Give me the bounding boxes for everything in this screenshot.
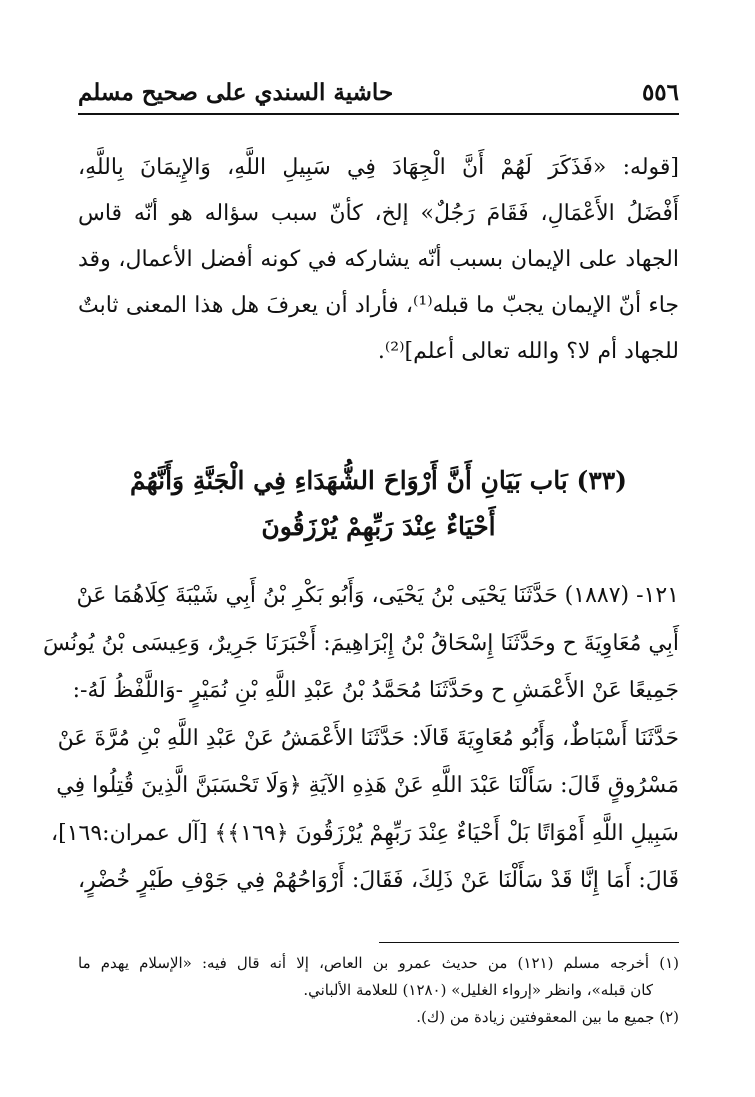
hadith-line: مَسْرُوقٍ قَالَ: سَأَلْنَا عَبْدَ اللَّهِ عَنْ هَذِهِ الآيَةِ ﴿وَلَا تَحْسَبَنَّ الَّذِينَ قُتِلُوا فِي [56,773,679,798]
commentary-paragraph [78,145,679,375]
hadith-line: حَدَّثَنَا أَسْبَاطٌ، وَأَبُو مُعَاوِيَةَ قَالَا: حَدَّثَنَا الأَعْمَشُ عَنْ عَبْدِ اللَّهِ بْنِ مُرَّةَ عَنْ [57,725,679,751]
commentary-line: أَفْضَلُ الأَعْمَالِ، فَقَامَ رَجُلٌ» إلخ، كأنّ سبب سؤاله هو أنّه قاس [78,201,679,226]
footnote-2: (٢) جميع ما بين المعقوفتين زيادة من (ك). [416,1008,679,1026]
commentary-line: [قوله: «فَذَكَرَ لَهُمْ أَنَّ الْجِهَادَ فِي سَبِيلِ اللَّهِ، وَالإِيمَانَ بِاللَّهِ، [78,155,679,180]
commentary-line: للجهاد أم لا؟ والله تعالى أعلم]⁽²⁾. [377,339,679,364]
footnotes [78,950,679,1031]
commentary-line: الجهاد على الإيمان بسبب أنّه يشاركه في كونه أفضل الأعمال، وقد [78,247,679,272]
hadith-line: جَمِيعًا عَنْ الأَعْمَشِ ح وحَدَّثَنَا مُحَمَّدُ بْنُ عَبْدِ اللَّهِ بْنِ نُمَيْرٍ -وَاللَّفْظُ لَهُ-: [72,678,679,703]
chapter-heading-line: (٣٣) بَاب بَيَانِ أَنَّ أَرْوَاحَ الشُّهَدَاءِ فِي الْجَنَّةِ وَأَنَّهُمْ [129,466,628,495]
header-rule [78,113,679,115]
hadith-text [42,572,679,905]
page-number: ٥٥٦ [641,78,679,106]
hadith-line: أَبِي مُعَاوِيَةَ ح وحَدَّثَنَا إِسْحَاقُ بْنُ إِبْرَاهِيمَ: أَخْبَرَنَا جَرِيرٌ، وَعِيسَى بْنُ يُونُسَ [42,630,679,656]
commentary-line: جاء أنّ الإيمان يجبّ ما قبله⁽¹⁾، فأراد أن يعرفَ هل هذا المعنى ثابتٌ [78,293,680,318]
hadith-line: سَبِيلِ اللَّهِ أَمْوَاتًا بَلْ أَحْيَاءٌ عِنْدَ رَبِّهِمْ يُرْزَقُونَ ﴿١٦٩﴾﴾ [آل عمران:١٦٩]، [51,820,679,846]
footnote-rule [379,942,679,943]
book-title: حاشية السندي على صحيح مسلم [78,78,394,106]
footnote-1-line-1: (١) أخرجه مسلم (١٢١) من حديث عمرو بن العاص، إلا أنه قال فيه: «الإسلام يهدم ما [78,954,680,972]
chapter-heading-line: أَحْيَاءٌ عِنْدَ رَبِّهِمْ يُرْزَقُونَ [261,512,496,541]
hadith-line: قَالَ: أَمَا إِنَّا قَدْ سَأَلْنَا عَنْ ذَلِكَ، فَقَالَ: أَرْوَاحُهُمْ فِي جَوْفِ طَيْرٍ خُضْرٍ، [78,868,679,893]
running-header [78,72,679,112]
footnote-1-line-2: كان قبله»، وانظر «إرواء الغليل» (١٢٨٠) للعلامة الألباني. [303,981,653,999]
chapter-heading [78,458,679,550]
hadith-line: ١٢١- (١٨٨٧) حَدَّثَنَا يَحْيَى بْنُ يَحْيَى، وَأَبُو بَكْرِ بْنُ أَبِي شَيْبَةَ كِلَاهُمَا عَنْ [76,583,679,608]
